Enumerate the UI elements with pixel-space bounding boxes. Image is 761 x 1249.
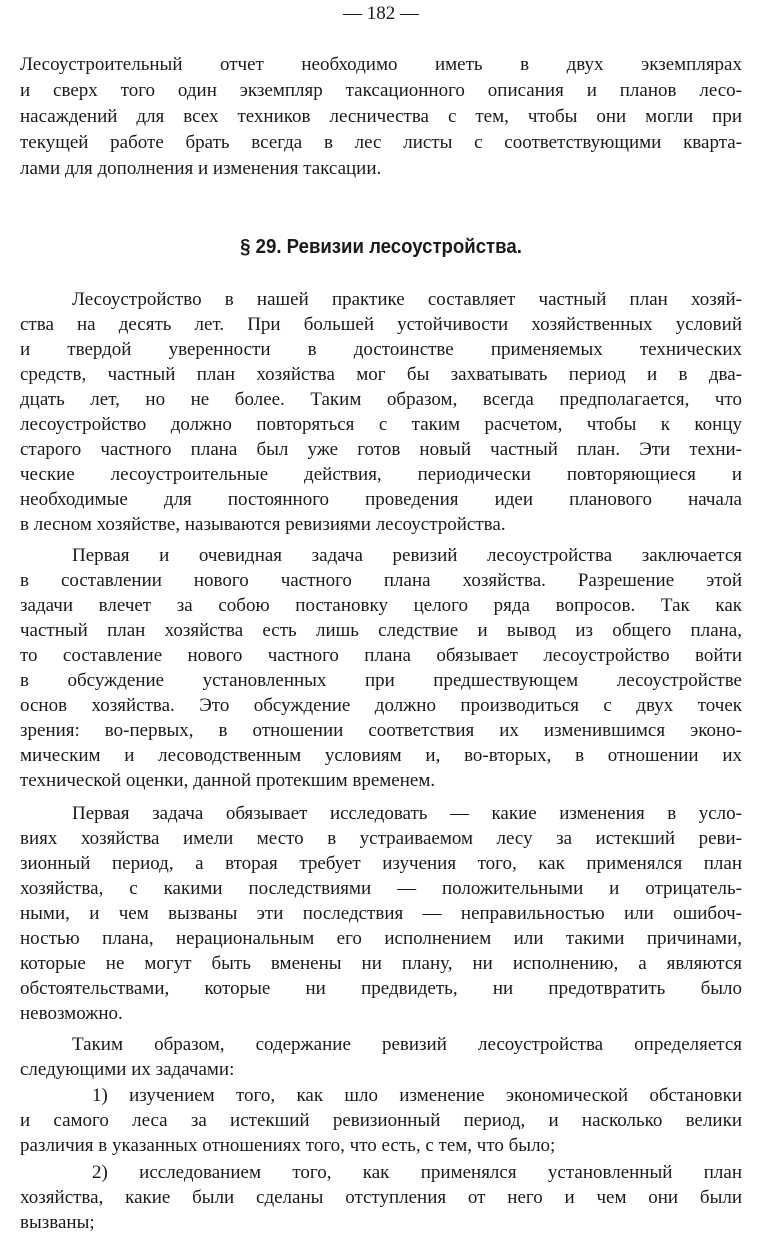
text-line: Лесоустройство в нашей практике составляет частный план хозяй- [72,289,742,310]
text-line: зионный период, а вторая требует изучения того, как применялся план [20,853,742,874]
section-heading: § 29. Ревизии лесоустройства. [240,236,522,258]
text-line: ства на десять лет. При большей устойчивости хозяйственных условий [20,314,742,335]
text-line: средств, частный план хозяйства мог бы захватывать период и в два- [20,364,742,385]
text-line: лесоустройство должно повторяться с таким расчетом, чтобы к концу [20,414,742,435]
text-line: хозяйства, какие были сделаны отступления от него и чем они были [20,1187,742,1208]
text-line: невозможно. [20,1003,123,1024]
text-line: Первая и очевидная задача ревизий лесоустройства заключается [72,545,742,566]
text-line: задачи влечет за собою постановку целого ряда вопросов. Так как [20,595,742,616]
text-line: лами для дополнения и изменения таксации. [20,158,382,179]
text-line: которые не могут быть вменены ни плану, ни исполнению, а являются [20,953,742,974]
text-line: дцать лет, но не более. Таким образом, всегда предполагается, что [20,389,742,410]
text-line: ностью плана, нерациональным его исполнением или такими причинами, [20,928,742,949]
text-line: 2) исследованием того, как применялся установленный план [92,1162,742,1183]
text-line: 1) изучением того, как шло изменение экономической обстановки [92,1085,742,1106]
text-line: то составление нового частного плана обязывает лесоустройство войти [20,645,742,666]
text-line: различия в указанных отношениях того, что есть, с тем, что было; [20,1135,556,1156]
text-line: в составлении нового частного плана хозяйства. Разрешение этой [20,570,742,591]
text-line: технической оценки, данной протекшим временем. [20,770,436,791]
text-line: и твердой уверенности в достоинстве применяемых технических [20,339,742,360]
text-line: ными, и чем вызваны эти последствия — неправильностью или ошибоч- [20,903,742,924]
text-line: и самого леса за истекший ревизионный период, и насколько велики [20,1110,742,1131]
text-line: обстоятельствами, которые ни предвидеть, ни предотвратить было [20,978,742,999]
text-line: частный план хозяйства есть лишь следствие и вывод из общего плана, [20,620,742,641]
text-line: ческие лесоустроительные действия, периодически повторяющиеся и [20,464,742,485]
text-line: следующими их задачами: [20,1059,235,1080]
text-line: Лесоустроительный отчет необходимо иметь в двух экземплярах [20,54,742,75]
text-line: основ хозяйства. Это обсуждение должно производиться с двух точек [20,695,742,716]
text-line: виях хозяйства имели место в устраиваемом лесу за истекший реви- [20,828,742,849]
text-line: вызваны; [20,1212,95,1233]
page-number: — 182 — [343,3,419,24]
text-line: в лесном хозяйстве, называются ревизиями лесоустройства. [20,514,506,535]
text-line: мическим и лесоводственным условиям и, во-вторых, в отношении их [20,745,742,766]
text-line: зрения: во-первых, в отношении соответствия их изменившимся эконо- [20,720,742,741]
text-line: хозяйства, с какими последствиями — положительными и отрицатель- [20,878,742,899]
text-line: текущей работе брать всегда в лес листы с соответствующими кварта- [20,132,742,153]
text-line: Первая задача обязывает исследовать — какие изменения в усло- [72,803,742,824]
text-line: необходимые для постоянного проведения идеи планового начала [20,489,742,510]
text-line: и сверх того один экземпляр таксационного описания и планов лесо- [20,80,742,101]
text-line: в обсуждение установленных при предшествующем лесоустройстве [20,670,742,691]
text-line: старого частного плана был уже готов новый частный план. Эти техни- [20,439,742,460]
text-line: Таким образом, содержание ревизий лесоустройства определяется [72,1034,742,1055]
text-line: насаждений для всех техников лесничества с тем, чтобы они могли при [20,106,742,127]
